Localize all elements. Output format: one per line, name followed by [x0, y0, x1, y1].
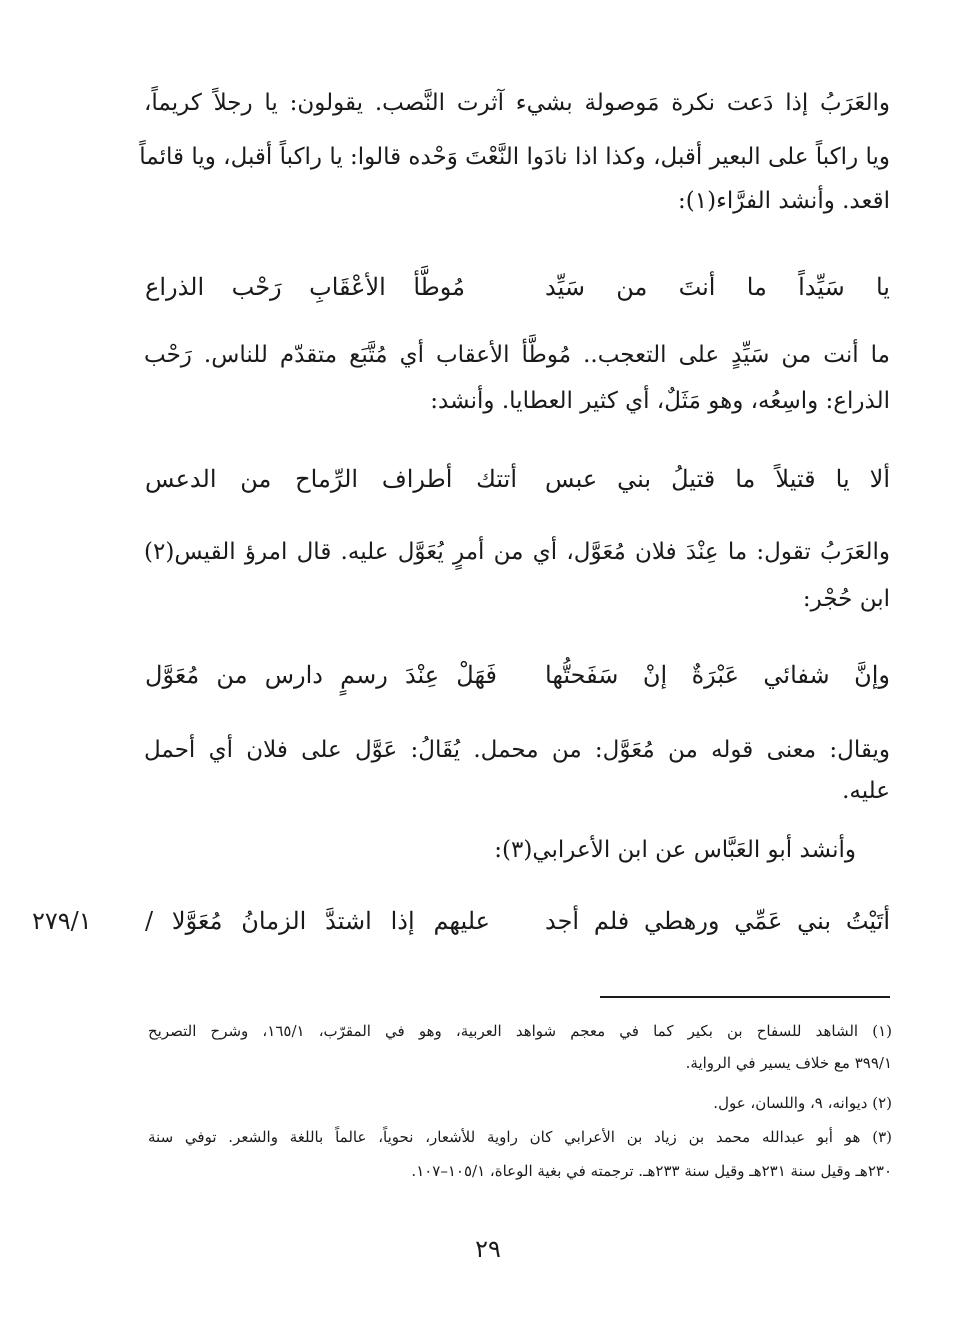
body-line: ويقال: معنى قوله من مُعَوَّل: من محمل. يُقَالُ: عَوَّل على فلان أي أحمل: [144, 737, 890, 763]
verse-hemistich-first: يا سَيِّداً ما أنتَ من سَيِّد: [545, 273, 890, 301]
footnote-line: ٣٩٩/١ مع خلاف يسير في الرواية.: [685, 1054, 892, 1072]
body-line: وأنشد أبو العَبَّاس عن ابن الأعرابي(٣):: [494, 837, 856, 863]
verse-hemistich-second: أتتك أطراف الرِّماح من الدعس: [145, 465, 517, 493]
verse-hemistich-second: مُوطَّأ الأعْقَابِ رَحْب الذراع: [145, 273, 465, 301]
margin-page-reference: ٢٧٩/١: [32, 907, 92, 935]
footnote-line: (١) الشاهد للسفاح بن بكير كما في معجم شواهد العربية، وهو في المقرّب، ١٦٥/١، وشرح التصريح: [148, 1022, 892, 1040]
footnote-separator: [600, 996, 890, 998]
body-line: عليه.: [842, 778, 890, 804]
body-line: اقعد. وأنشد الفرَّاء(١):: [678, 188, 890, 214]
page-number: ٢٩: [475, 1235, 501, 1263]
footnote-line: (٢) ديوانه، ٩، واللسان، عول.: [713, 1094, 892, 1112]
verse-hemistich-first: أتَيْتُ بني عَمِّي ورهطي فلم أجد: [545, 907, 890, 935]
body-line: والعَرَبُ إذا دَعت نكرة مَوصولة بشيء آثرت النَّصب. يقولون: يا رجلاً كريماً،: [144, 90, 890, 116]
footnote-line: (٣) هو أبو عبدالله محمد بن زياد بن الأعرابي كان راوية للأشعار، نحوياً، عالماً باللغة والشعر. توفي سنة: [148, 1128, 892, 1146]
body-line: الذراع: واسِعُه، وهو مَثَلٌ، أي كثير العطايا. وأنشد:: [430, 388, 890, 414]
verse-hemistich-second: عليهم إذا اشتدَّ الزمانُ مُعَوَّلا /: [145, 907, 490, 935]
body-line: والعَرَبُ تقول: ما عِنْدَ فلان مُعَوَّل، أي من أمرٍ يُعَوَّل عليه. قال امرؤ القيس(٢): [144, 539, 890, 565]
footnote-line: ٢٣٠هـ وقيل سنة ٢٣١هـ وقيل سنة ٢٣٣هـ. ترجمته في بغية الوعاة، ١٠٥/١–١٠٧.: [411, 1162, 892, 1180]
body-line: ابن حُجْر:: [802, 586, 890, 612]
verse-hemistich-first: وإنَّ شفائي عَبْرَةٌ إنْ سَفَحتُّها: [545, 661, 890, 689]
verse-hemistich-first: ألا يا قتيلاً ما قتيلُ بني عبس: [545, 465, 890, 493]
body-line: ويا راكباً على البعير أقبل، وكذا اذا نادَوا النَّعْتَ وَحْده قالوا: يا راكباً أقبل، ويا قائماً: [139, 144, 890, 170]
verse-hemistich-second: فَهَلْ عِنْدَ رسمٍ دارس من مُعَوَّل: [145, 661, 497, 689]
body-line: ما أنت من سَيِّدٍ على التعجب.. مُوطَّأ الأعقاب أي مُتَّبَع متقدّم للناس. رَحْب: [144, 342, 890, 368]
